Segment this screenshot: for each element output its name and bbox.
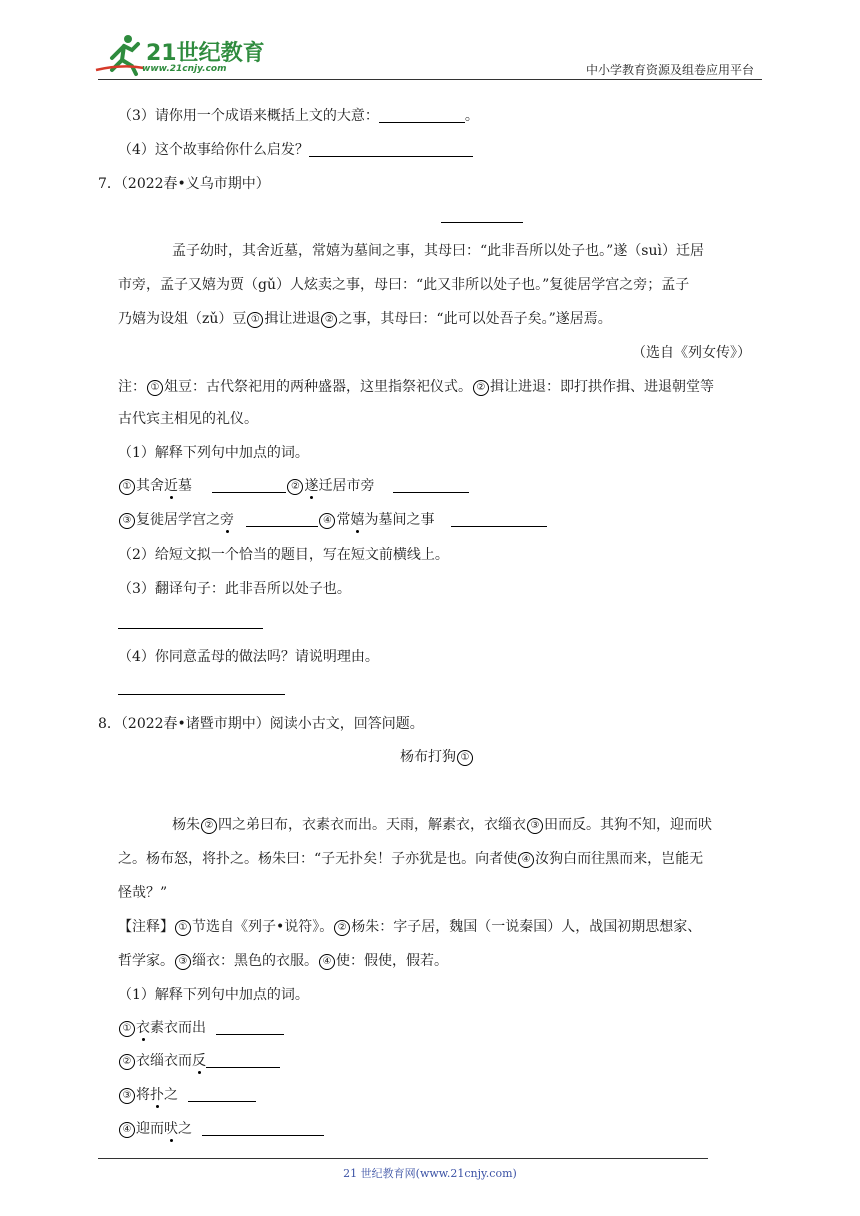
note-marker: ② [119,1054,135,1070]
note-marker: ④ [319,513,335,529]
text-segment: （4）这个故事给你什么启发？ [118,142,309,158]
q7-note [118,377,714,397]
q8-title [400,747,474,767]
text-segment: （3）请你用一个成语来概括上文的大意： [118,108,379,124]
answer-blank[interactable] [451,510,547,527]
text-segment: 之。杨布怒，将扑之。杨朱曰：“子无扑矣！子亦犹是也。向者使 [118,851,518,867]
q6-part4 [118,140,473,160]
text-segment: 之 [178,1121,192,1137]
dotted-word: 遂 [304,478,319,494]
dotted-word: 衣 [136,1020,150,1036]
q7-text-line [118,309,612,329]
dotted-word: 扑 [150,1087,164,1103]
note-marker: ④ [518,852,534,868]
q7-sub2: （2）给短文拟一个恰当的题目，写在短文前横线上。 [118,547,449,563]
answer-blank[interactable] [393,476,469,493]
text-segment: 汝狗白而往黑而来，岂能无 [535,851,704,867]
text-segment: 揖让进退：即打拱作揖、进退朝堂等 [490,379,714,395]
note-marker: ② [287,479,303,495]
answer-blank[interactable] [202,1119,324,1136]
q7-sub3: （3）翻译句子：此非吾所以处子也。 [118,581,351,597]
q8-word-item [118,1018,284,1038]
dotted-word: 吠 [164,1121,178,1137]
text-segment: 杨朱 [172,817,200,833]
q8-word-item [118,1119,324,1139]
footer-link[interactable]: 21 世纪教育网(www.21cnjy.com) [343,1167,517,1180]
answer-blank[interactable] [246,510,318,527]
q8-word-item [118,1051,280,1071]
logo-text: 21世纪教育 [146,41,265,66]
answer-blank[interactable] [118,628,263,629]
text-segment: 杨布打狗 [400,749,456,765]
q8-note [118,917,701,937]
dotted-word: 近 [164,478,178,494]
q8-word-item [118,1085,256,1105]
note-marker: ② [334,920,350,936]
text-segment: 衣缁衣而 [136,1053,192,1069]
text-segment: 俎豆：古代祭祀用的两种盛器，这里指祭祀仪式。 [164,379,472,395]
dotted-word: 嬉 [350,512,365,528]
text-segment: 复徙居学宫之 [136,512,220,528]
note-marker: ③ [527,818,543,834]
text-segment: 其舍 [136,478,164,494]
text-segment: 四之弟曰布，衣素衣而出。天雨，解素衣，衣缁衣 [218,817,526,833]
title-blank[interactable] [441,222,523,223]
q7-heading: 7．（2022春•义乌市期中） [98,176,270,192]
q8-text-line [172,815,712,835]
note-marker: ③ [175,954,191,970]
text-segment: 迎而 [136,1121,164,1137]
note-marker: ① [457,750,473,766]
answer-blank[interactable] [188,1085,256,1102]
text-segment: 为墓间之事 [364,512,435,528]
note-marker: ② [201,818,217,834]
answer-blank[interactable] [379,106,465,123]
note-marker: ② [473,380,489,396]
q6-part3 [118,106,479,126]
text-segment: 素衣而出 [150,1020,206,1036]
logo-url: www.21cnjy.com [142,64,227,74]
text-segment: 节选自《列子•说符》。 [192,919,334,935]
note-marker: ① [119,479,135,495]
runner-logo-icon [96,35,144,74]
text-segment: 【注释】 [118,919,174,935]
text-segment: 将 [136,1087,150,1103]
note-marker: ① [119,1021,135,1037]
note-marker: ③ [119,1088,135,1104]
note-marker: ③ [119,513,135,529]
text-segment: 之事，其母曰：“此可以处吾子矣。”遂居焉。 [338,311,612,327]
q7-sub4: （4）你同意孟母的做法吗？请说明理由。 [118,649,379,665]
text-segment: 乃嬉为设俎（zǔ）豆 [118,311,247,327]
answer-blank[interactable] [309,140,473,157]
note-marker: ② [321,312,337,328]
dotted-word: 旁 [220,512,234,528]
note-marker: ④ [119,1122,135,1138]
q7-text-line: 孟子幼时，其舍近墓，常嬉为墓间之事，其母曰：“此非吾所以处子也。”遂（suì）迁居 [172,243,704,259]
answer-blank[interactable] [216,1018,284,1035]
q7-source: （选自《列女传》） [632,345,751,361]
footer-divider [98,1158,708,1159]
site-title: 中小学教育资源及组卷应用平台 [585,63,754,77]
q8-note [118,951,448,971]
text-segment: 墓 [178,478,192,494]
q8-heading: 8．（2022春•诸暨市期中）阅读小古文，回答问题。 [98,716,424,732]
text-segment: 哲学家。 [118,953,174,969]
text-segment: 杨朱：字子居，魏国（一说秦国）人，战国初期思想家、 [351,919,702,935]
text-segment: 。 [464,108,479,124]
note-marker: ① [247,312,263,328]
note-marker: ① [147,380,163,396]
text-segment: 迁居市旁 [318,478,375,494]
text-segment: 之 [164,1087,178,1103]
dotted-word: 反 [192,1053,206,1069]
header-divider [98,79,762,80]
note-marker: ① [175,920,191,936]
answer-blank[interactable] [212,476,286,493]
text-segment: 常 [336,512,351,528]
text-segment: 使：假使，假若。 [336,953,448,969]
q7-words-row2 [118,510,547,530]
q8-sub1: （1）解释下列句中加点的词。 [118,987,309,1003]
q7-text-line: 市旁，孟子又嬉为贾（gǔ）人炫卖之事，母曰：“此又非所以处子也。”复徙居学宫之旁；孟子 [118,277,690,293]
answer-blank[interactable] [118,694,285,695]
q7-words-row1 [118,476,469,496]
q7-sub1: （1）解释下列句中加点的词。 [118,445,309,461]
q8-text-line [118,849,703,869]
text-segment: 缁衣：黑色的衣服。 [192,953,318,969]
text-segment: 田而反。其狗不知，迎而吠 [544,817,712,833]
q8-text-line: 怪哉？” [118,885,168,901]
q7-note: 古代宾主相见的礼仪。 [118,411,258,427]
note-marker: ④ [319,954,335,970]
text-segment: 注： [118,379,146,395]
answer-blank[interactable] [206,1051,280,1068]
text-segment: 揖让进退 [264,311,321,327]
